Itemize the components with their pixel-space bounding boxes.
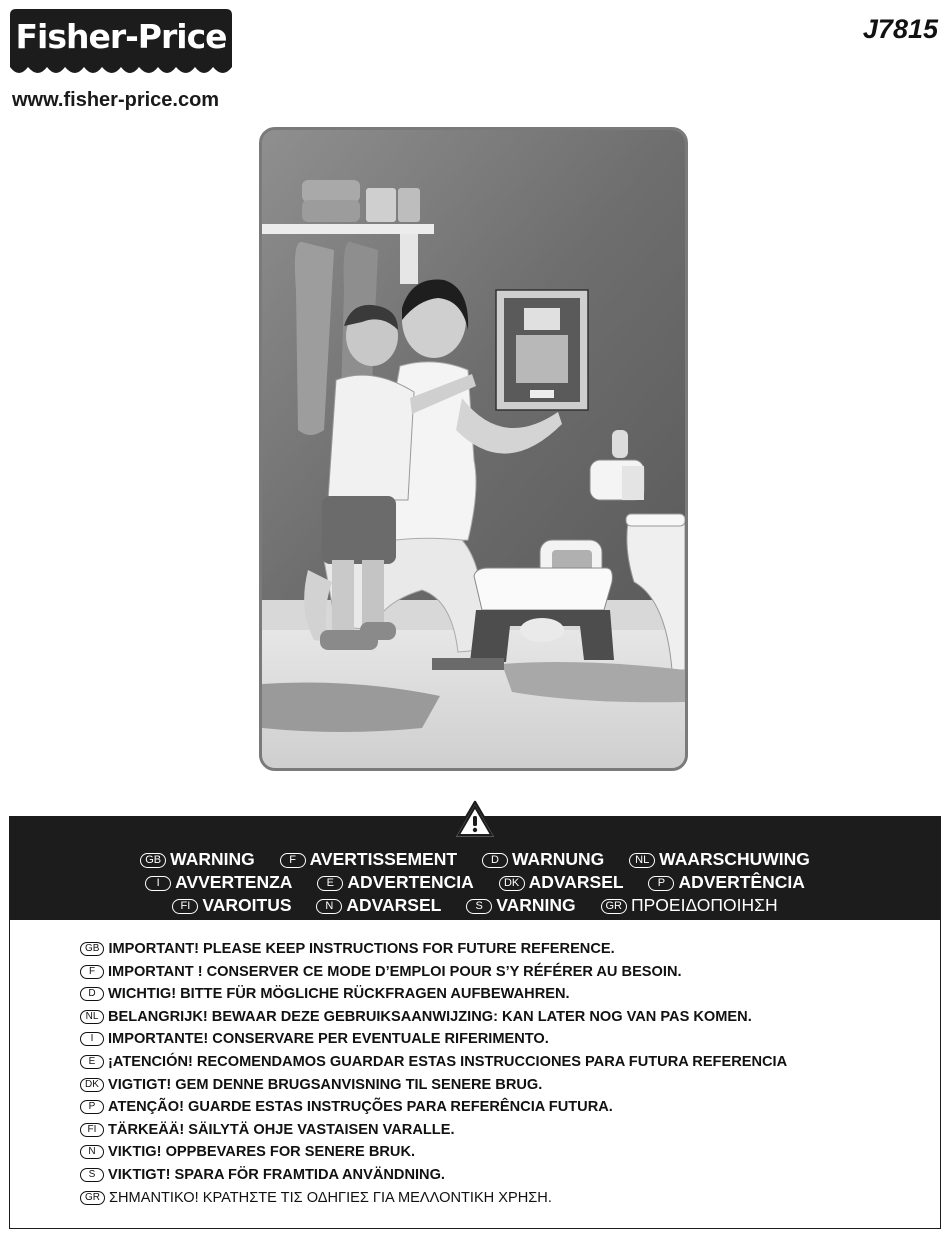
warning-row <box>9 895 941 916</box>
notice-line <box>80 1028 787 1051</box>
notice-text: IMPORTANTE! CONSERVARE PER EVENTUALE RIFERIMENTO. <box>108 1031 549 1048</box>
language-code-badge: P <box>648 876 674 891</box>
notice-line <box>80 1141 787 1164</box>
warning-item <box>499 872 624 893</box>
warning-label: WAARSCHUWING <box>659 849 810 869</box>
model-number: J7815 <box>862 14 938 44</box>
notice-line <box>80 1119 787 1142</box>
warning-label: AVERTISSEMENT <box>309 849 458 869</box>
warning-label: VARNING <box>496 895 576 915</box>
notice-line <box>80 961 787 984</box>
language-code-badge: GB <box>80 942 104 956</box>
warning-label: ADVERTÊNCIA <box>678 872 805 892</box>
language-code-badge: N <box>316 899 342 914</box>
warning-triangle-icon <box>452 800 498 840</box>
warning-item <box>172 895 291 916</box>
language-code-badge: FI <box>172 899 198 914</box>
language-code-badge: E <box>80 1055 104 1069</box>
language-code-badge: S <box>80 1168 104 1182</box>
language-code-badge: P <box>80 1100 104 1114</box>
logo-text: Fisher-Price <box>15 17 227 56</box>
important-notice-box <box>9 919 941 1229</box>
fisher-price-logo <box>10 9 232 79</box>
warning-row <box>9 849 941 870</box>
language-code-badge: I <box>145 876 171 891</box>
notice-text: ATENÇÃO! GUARDE ESTAS INSTRUÇÕES PARA REFERÊNCIA FUTURA. <box>108 1099 613 1116</box>
language-code-badge: DK <box>80 1078 104 1092</box>
notice-text: BELANGRIJK! BEWAAR DEZE GEBRUIKSAANWIJZING: KAN LATER NOG VAN PAS KOMEN. <box>108 1008 752 1025</box>
language-code-badge: FI <box>80 1123 104 1137</box>
language-code-badge: GR <box>601 899 628 914</box>
language-code-badge: F <box>280 853 306 868</box>
warning-item <box>466 895 575 916</box>
notice-text: VIGTIGT! GEM DENNE BRUGSANVISNING TIL SENERE BRUG. <box>108 1076 543 1093</box>
reward-chart-poster <box>496 290 588 410</box>
notice-line <box>80 1074 787 1097</box>
notice-line <box>80 938 787 961</box>
warning-label: WARNING <box>170 849 255 869</box>
language-code-badge: GR <box>80 1191 105 1205</box>
notice-text: ΣΗΜΑΝΤΙΚΟ! ΚΡΑΤΗΣΤΕ ΤΙΣ ΟΔΗΓΙΕΣ ΓΙΑ ΜΕΛΛΟΝΤΙΚΗ ΧΡΗΣΗ. <box>109 1189 552 1206</box>
warning-item <box>280 849 457 870</box>
warning-row <box>9 872 941 893</box>
notice-text: WICHTIG! BITTE FÜR MÖGLICHE RÜCKFRAGEN AUFBEWAHREN. <box>108 986 570 1003</box>
warning-label: ADVARSEL <box>528 872 624 892</box>
language-code-badge: I <box>80 1032 104 1046</box>
product-photo <box>259 127 688 771</box>
notice-line <box>80 1187 787 1210</box>
language-code-badge: F <box>80 965 104 979</box>
warning-label: VAROITUS <box>202 895 292 915</box>
warning-item <box>145 872 292 893</box>
warning-label: ADVERTENCIA <box>347 872 474 892</box>
notice-text: VIKTIGT! SPARA FÖR FRAMTIDA ANVÄNDNING. <box>108 1166 445 1183</box>
language-code-badge: D <box>80 987 104 1001</box>
language-code-badge: S <box>466 899 492 914</box>
notice-line <box>80 983 787 1006</box>
warning-label: AVVERTENZA <box>175 872 293 892</box>
language-code-badge: N <box>80 1145 104 1159</box>
warning-item <box>317 872 473 893</box>
notice-text: TÄRKEÄÄ! SÄILYTÄ OHJE VASTAISEN VARALLE. <box>108 1121 455 1138</box>
notice-line <box>80 1164 787 1187</box>
notice-line <box>80 1051 787 1074</box>
warning-label: ADVARSEL <box>346 895 442 915</box>
notice-text: IMPORTANT! PLEASE KEEP INSTRUCTIONS FOR FUTURE REFERENCE. <box>108 941 615 957</box>
notice-line <box>80 1006 787 1029</box>
notice-line <box>80 1096 787 1119</box>
sticker-sheet-on-floor <box>432 658 504 670</box>
language-code-badge: DK <box>499 876 525 891</box>
notice-text: ¡ATENCIÓN! RECOMENDAMOS GUARDAR ESTAS INSTRUCCIONES PARA FUTURA REFERENCIA <box>108 1053 788 1070</box>
warning-item <box>140 849 255 870</box>
warning-item <box>482 849 604 870</box>
language-code-badge: D <box>482 853 508 868</box>
important-notice-list <box>80 938 787 1209</box>
warning-item <box>629 849 810 870</box>
notice-text: VIKTIG! OPPBEVARES FOR SENERE BRUK. <box>108 1144 416 1161</box>
warning-item <box>316 895 441 916</box>
warning-label: ΠΡΟΕΙΔΟΠΟΙΗΣΗ <box>631 895 778 915</box>
language-code-badge: NL <box>80 1010 104 1024</box>
language-code-badge: NL <box>629 853 655 868</box>
notice-text: IMPORTANT ! CONSERVER CE MODE D’EMPLOI POUR S’Y RÉFÉRER AU BESOIN. <box>108 963 682 980</box>
warning-item <box>601 895 778 916</box>
language-code-badge: GB <box>140 853 166 868</box>
language-code-badge: E <box>317 876 343 891</box>
website-url[interactable]: www.fisher-price.com <box>12 89 220 111</box>
warning-label: WARNUNG <box>511 849 605 869</box>
warning-item <box>648 872 804 893</box>
